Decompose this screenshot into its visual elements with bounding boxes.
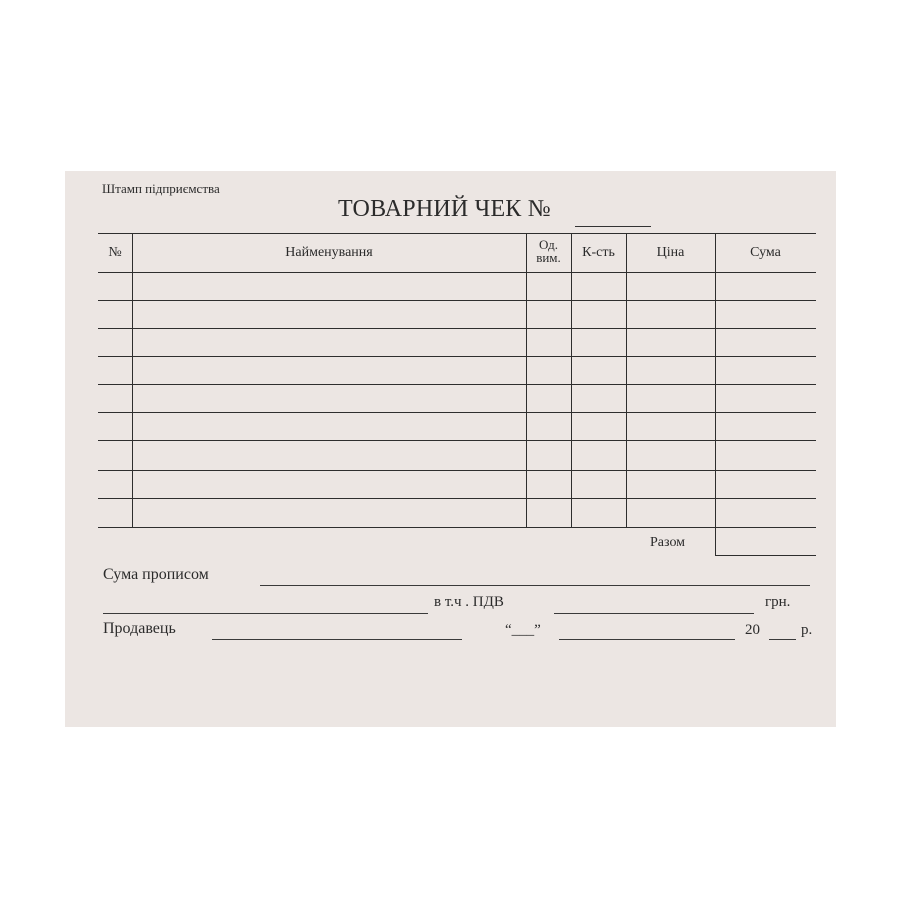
year-prefix: 20 — [745, 622, 760, 638]
table-row-line — [98, 384, 816, 385]
table-row-line — [98, 356, 816, 357]
year-suffix: р. — [801, 622, 813, 638]
date-day-field: “___” — [505, 622, 541, 638]
column-divider — [526, 233, 527, 527]
column-divider — [626, 233, 627, 527]
column-header-unit-line2: вим. — [536, 250, 561, 265]
date-month-line — [559, 639, 735, 640]
receipt-number-line — [575, 226, 651, 227]
table-row-line — [98, 300, 816, 301]
table-bottom-border — [98, 527, 816, 528]
table-row-line — [98, 440, 816, 441]
column-divider — [132, 233, 133, 527]
vat-line — [554, 613, 754, 614]
column-header-number: № — [108, 245, 122, 260]
stamp-label: Штамп підприємства — [102, 181, 220, 196]
table-row-line — [98, 412, 816, 413]
column-header-name: Найменування — [285, 245, 373, 260]
column-divider — [715, 233, 716, 555]
column-header-price: Ціна — [656, 245, 685, 260]
column-header-sum: Сума — [750, 245, 781, 260]
table-header-bottom-border — [98, 272, 816, 273]
table-row-line — [98, 498, 816, 499]
currency-label: грн. — [765, 594, 791, 610]
seller-line — [212, 639, 462, 640]
seller-label: Продавець — [103, 620, 176, 637]
vat-label: в т.ч . ПДВ — [434, 594, 504, 610]
column-header-unit-line1: Од. — [538, 237, 559, 252]
sum-in-words-line — [260, 585, 810, 586]
table-row-line — [98, 328, 816, 329]
total-cell-bottom-border — [715, 555, 816, 556]
column-divider — [571, 233, 572, 527]
table-row-line — [98, 470, 816, 471]
year-line — [769, 639, 796, 640]
receipt-form — [65, 171, 836, 727]
table-top-border — [98, 233, 816, 234]
column-header-quantity: К-сть — [582, 245, 615, 260]
sum-in-words-continuation-line — [103, 613, 428, 614]
column-header-unit — [526, 238, 571, 264]
total-label: Разом — [650, 535, 686, 550]
sum-in-words-label: Сума прописом — [103, 566, 209, 583]
form-title: ТОВАРНИЙ ЧЕК № — [338, 196, 551, 222]
